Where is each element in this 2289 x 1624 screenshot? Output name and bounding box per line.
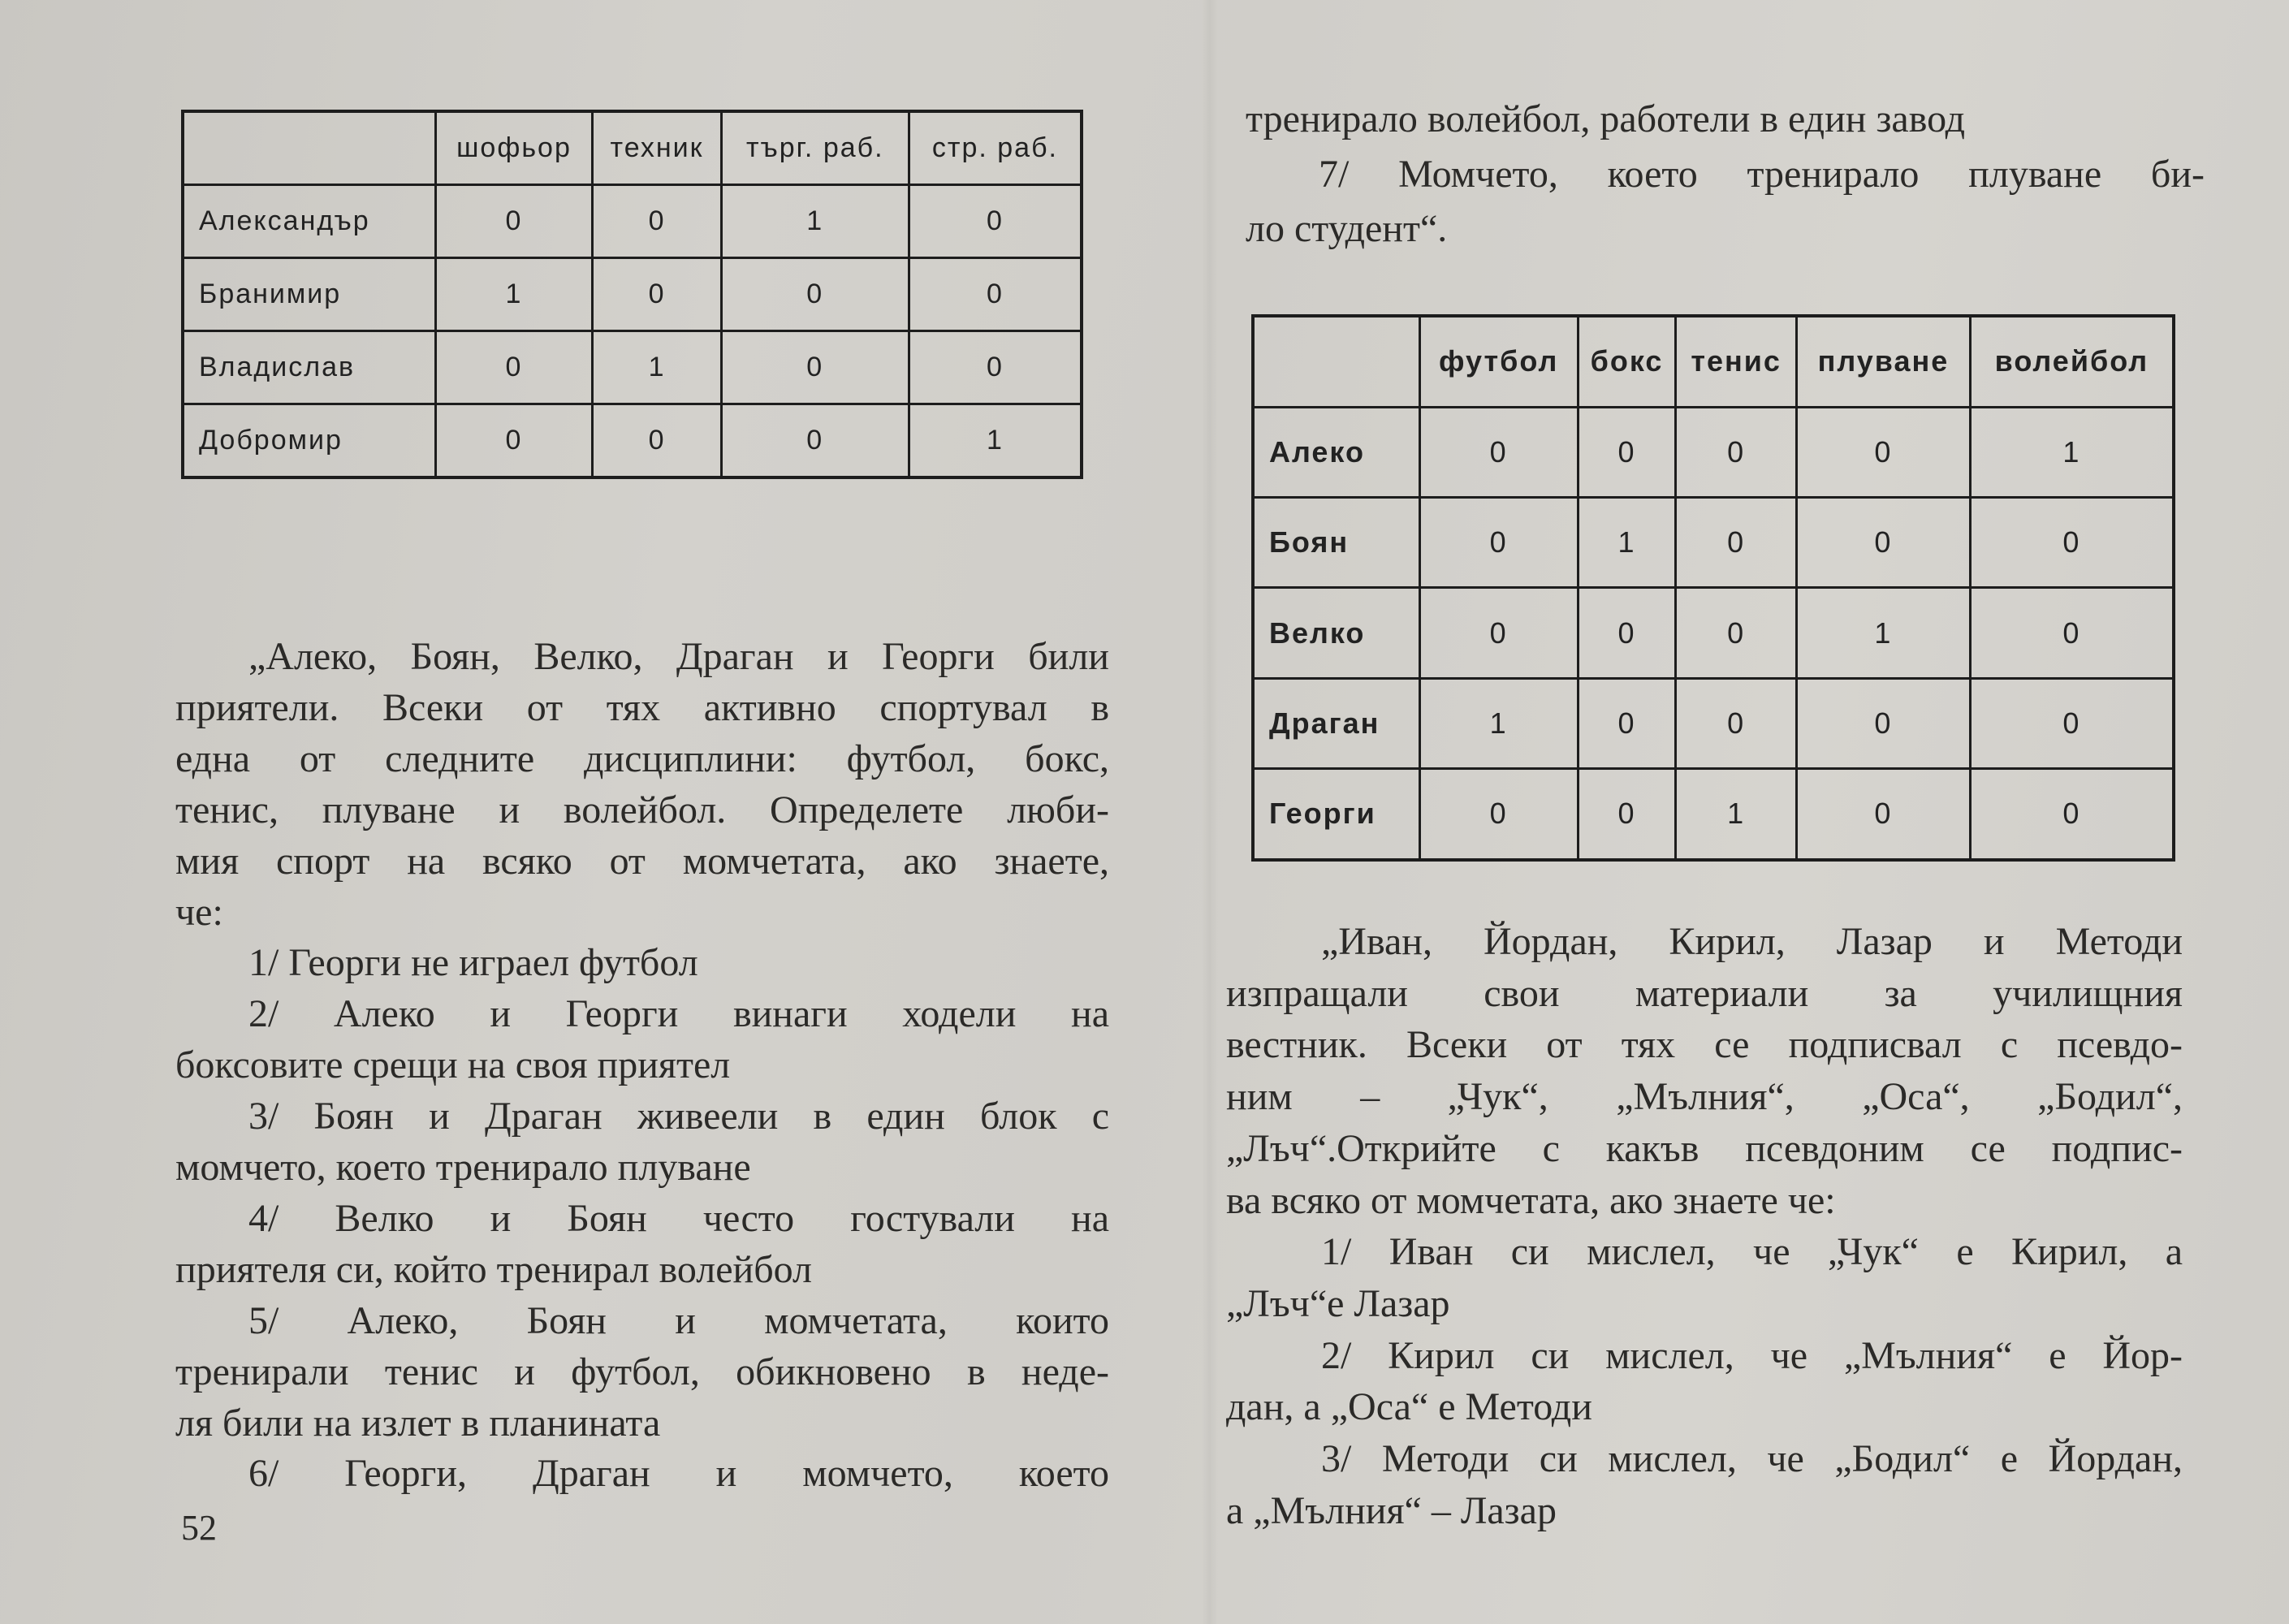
paragraph-line: приятели. Всеки от тях активно спортувал в <box>175 685 1109 729</box>
table-cell: 0 <box>435 404 593 477</box>
column-header: футбол <box>1419 316 1578 407</box>
paragraph-line-first: 3/ Методи си мислел, че „Бодил“ е Йордан, <box>1321 1437 2183 1480</box>
table-row <box>183 185 1082 258</box>
column-header: плуване <box>1797 316 1971 407</box>
paragraph-line-first: 6/ Георги, Драган и момчето, което <box>248 1452 1109 1496</box>
table-cell: 0 <box>721 404 909 477</box>
corner-cell <box>183 111 435 185</box>
table-header-row <box>1253 316 2174 407</box>
column-header: търг. раб. <box>721 111 909 185</box>
paragraph-line: боксовите срещи на своя приятел <box>175 1043 731 1087</box>
paragraph-line: приятеля си, който тренирал волейбол <box>175 1247 812 1291</box>
table-row <box>1253 768 2174 860</box>
paragraph-line-first: 2/ Алеко и Георги винаги ходели на <box>248 992 1109 1036</box>
paragraph-line: че: <box>175 890 223 934</box>
paragraph-line: момчето, което тренирало плуване <box>175 1146 751 1189</box>
paragraph-line-first: 5/ Алеко, Боян и момчетата, които <box>248 1298 1109 1342</box>
column-header: бокс <box>1578 316 1676 407</box>
row-header: Алеко <box>1253 407 1419 497</box>
table-cell: 1 <box>721 185 909 258</box>
column-header: волейбол <box>1970 316 2174 407</box>
table-cell: 1 <box>1578 498 1676 588</box>
table-cell: 0 <box>1578 678 1676 768</box>
row-header: Александър <box>183 185 435 258</box>
table-cell: 0 <box>1797 678 1971 768</box>
paragraph-line: мия спорт на всяко от момчетата, ако знаете, <box>175 839 1109 883</box>
table-row <box>1253 498 2174 588</box>
table-cell: 1 <box>1797 588 1971 678</box>
paragraph-line: една от следните дисциплини: футбол, бокс, <box>175 736 1109 780</box>
table-cell: 0 <box>1676 498 1797 588</box>
paragraph-line: вестник. Всеки от тях се подписвал с псевдо- <box>1226 1023 2183 1067</box>
paragraph-line-first: 3/ Боян и Драган живеели в един блок с <box>248 1095 1109 1138</box>
table-cell: 0 <box>593 404 721 477</box>
table-cell: 0 <box>1578 768 1676 860</box>
paragraph-line: „Лъч“е Лазар <box>1226 1281 1450 1325</box>
table-cell: 0 <box>593 258 721 331</box>
paragraph-line-first: 1/ Иван си мислел, че „Чук“ е Кирил, а <box>1321 1230 2183 1274</box>
table-cell: 0 <box>1676 678 1797 768</box>
paragraph-line-first: 2/ Кирил си мислел, че „Мълния“ е Йор- <box>1321 1333 2183 1377</box>
table-cell: 0 <box>1419 588 1578 678</box>
table-row <box>1253 678 2174 768</box>
table-cell: 0 <box>1970 498 2174 588</box>
corner-cell <box>1253 316 1419 407</box>
table-cell: 0 <box>1797 498 1971 588</box>
paragraph-line-first: „Алеко, Боян, Велко, Драган и Георги били <box>248 635 1109 678</box>
paragraph-line: ва всяко от момчетата, ако знаете че: <box>1226 1178 1836 1222</box>
row-header: Владислав <box>183 330 435 404</box>
row-header: Боян <box>1253 498 1419 588</box>
table-cell: 0 <box>1419 407 1578 497</box>
row-header: Георги <box>1253 768 1419 860</box>
table-cell: 0 <box>721 330 909 404</box>
book-gutter <box>1202 0 1218 1624</box>
table-cell: 1 <box>593 330 721 404</box>
table-cell: 0 <box>1419 768 1578 860</box>
column-header: шофьор <box>435 111 593 185</box>
paragraph-line: ля били на излет в планината <box>175 1401 661 1445</box>
table-cell: 0 <box>721 258 909 331</box>
professions-table <box>181 110 1083 479</box>
paragraph-line: дан, а „Оса“ е Методи <box>1226 1385 1592 1429</box>
table-cell: 0 <box>1970 678 2174 768</box>
table-row <box>1253 588 2174 678</box>
table-cell: 0 <box>909 185 1082 258</box>
table-cell: 0 <box>1676 588 1797 678</box>
table-cell: 0 <box>593 185 721 258</box>
table-cell: 0 <box>1419 498 1578 588</box>
table-cell: 0 <box>909 258 1082 331</box>
paragraph-line-first: 4/ Велко и Боян често гостували на <box>248 1196 1109 1240</box>
table-cell: 0 <box>1970 768 2174 860</box>
table-cell: 1 <box>1970 407 2174 497</box>
table-cell: 0 <box>1970 588 2174 678</box>
table-cell: 0 <box>435 185 593 258</box>
column-header: стр. раб. <box>909 111 1082 185</box>
row-header: Бранимир <box>183 258 435 331</box>
paragraph-line: „Лъч“.Открийте с какъв псевдоним се подпис- <box>1226 1126 2183 1170</box>
paragraph-line-first: 7/ Момчето, което тренирало плуване би- <box>1319 152 2205 196</box>
row-header: Велко <box>1253 588 1419 678</box>
table-cell: 0 <box>1578 588 1676 678</box>
paragraph-line-first: 1/ Георги не играел футбол <box>248 941 698 985</box>
table-row <box>183 404 1082 477</box>
table-cell: 1 <box>1676 768 1797 860</box>
table-cell: 0 <box>1578 407 1676 497</box>
table-cell: 1 <box>1419 678 1578 768</box>
table-cell: 0 <box>1676 407 1797 497</box>
table-row <box>1253 407 2174 497</box>
paragraph-line: тренирали тенис и футбол, обикновено в неде- <box>175 1350 1109 1393</box>
table-cell: 0 <box>1797 768 1971 860</box>
column-header: техник <box>593 111 721 185</box>
paragraph-line-first: тренирало волейбол, работели в един завод <box>1246 97 1966 140</box>
row-header: Драган <box>1253 678 1419 768</box>
table-cell: 0 <box>1797 407 1971 497</box>
paragraph-line: ло студент“. <box>1246 207 1448 250</box>
page-number: 52 <box>181 1508 217 1548</box>
paragraph-line-first: „Иван, Йордан, Кирил, Лазар и Методи <box>1321 920 2183 963</box>
paragraph-line: изпращали свои материали за училищния <box>1226 971 2183 1015</box>
table-row <box>183 330 1082 404</box>
table-cell: 1 <box>909 404 1082 477</box>
table-cell: 0 <box>435 330 593 404</box>
paragraph-line: а „Мълния“ – Лазар <box>1226 1488 1557 1532</box>
table-row <box>183 258 1082 331</box>
row-header: Добромир <box>183 404 435 477</box>
sports-table <box>1251 314 2175 862</box>
table-header-row <box>183 111 1082 185</box>
paragraph-line: тенис, плуване и волейбол. Определете люби- <box>175 788 1109 831</box>
table-cell: 1 <box>435 258 593 331</box>
table-cell: 0 <box>909 330 1082 404</box>
column-header: тенис <box>1676 316 1797 407</box>
paragraph-line: ним – „Чук“, „Мълния“, „Оса“, „Бодил“, <box>1226 1075 2183 1119</box>
